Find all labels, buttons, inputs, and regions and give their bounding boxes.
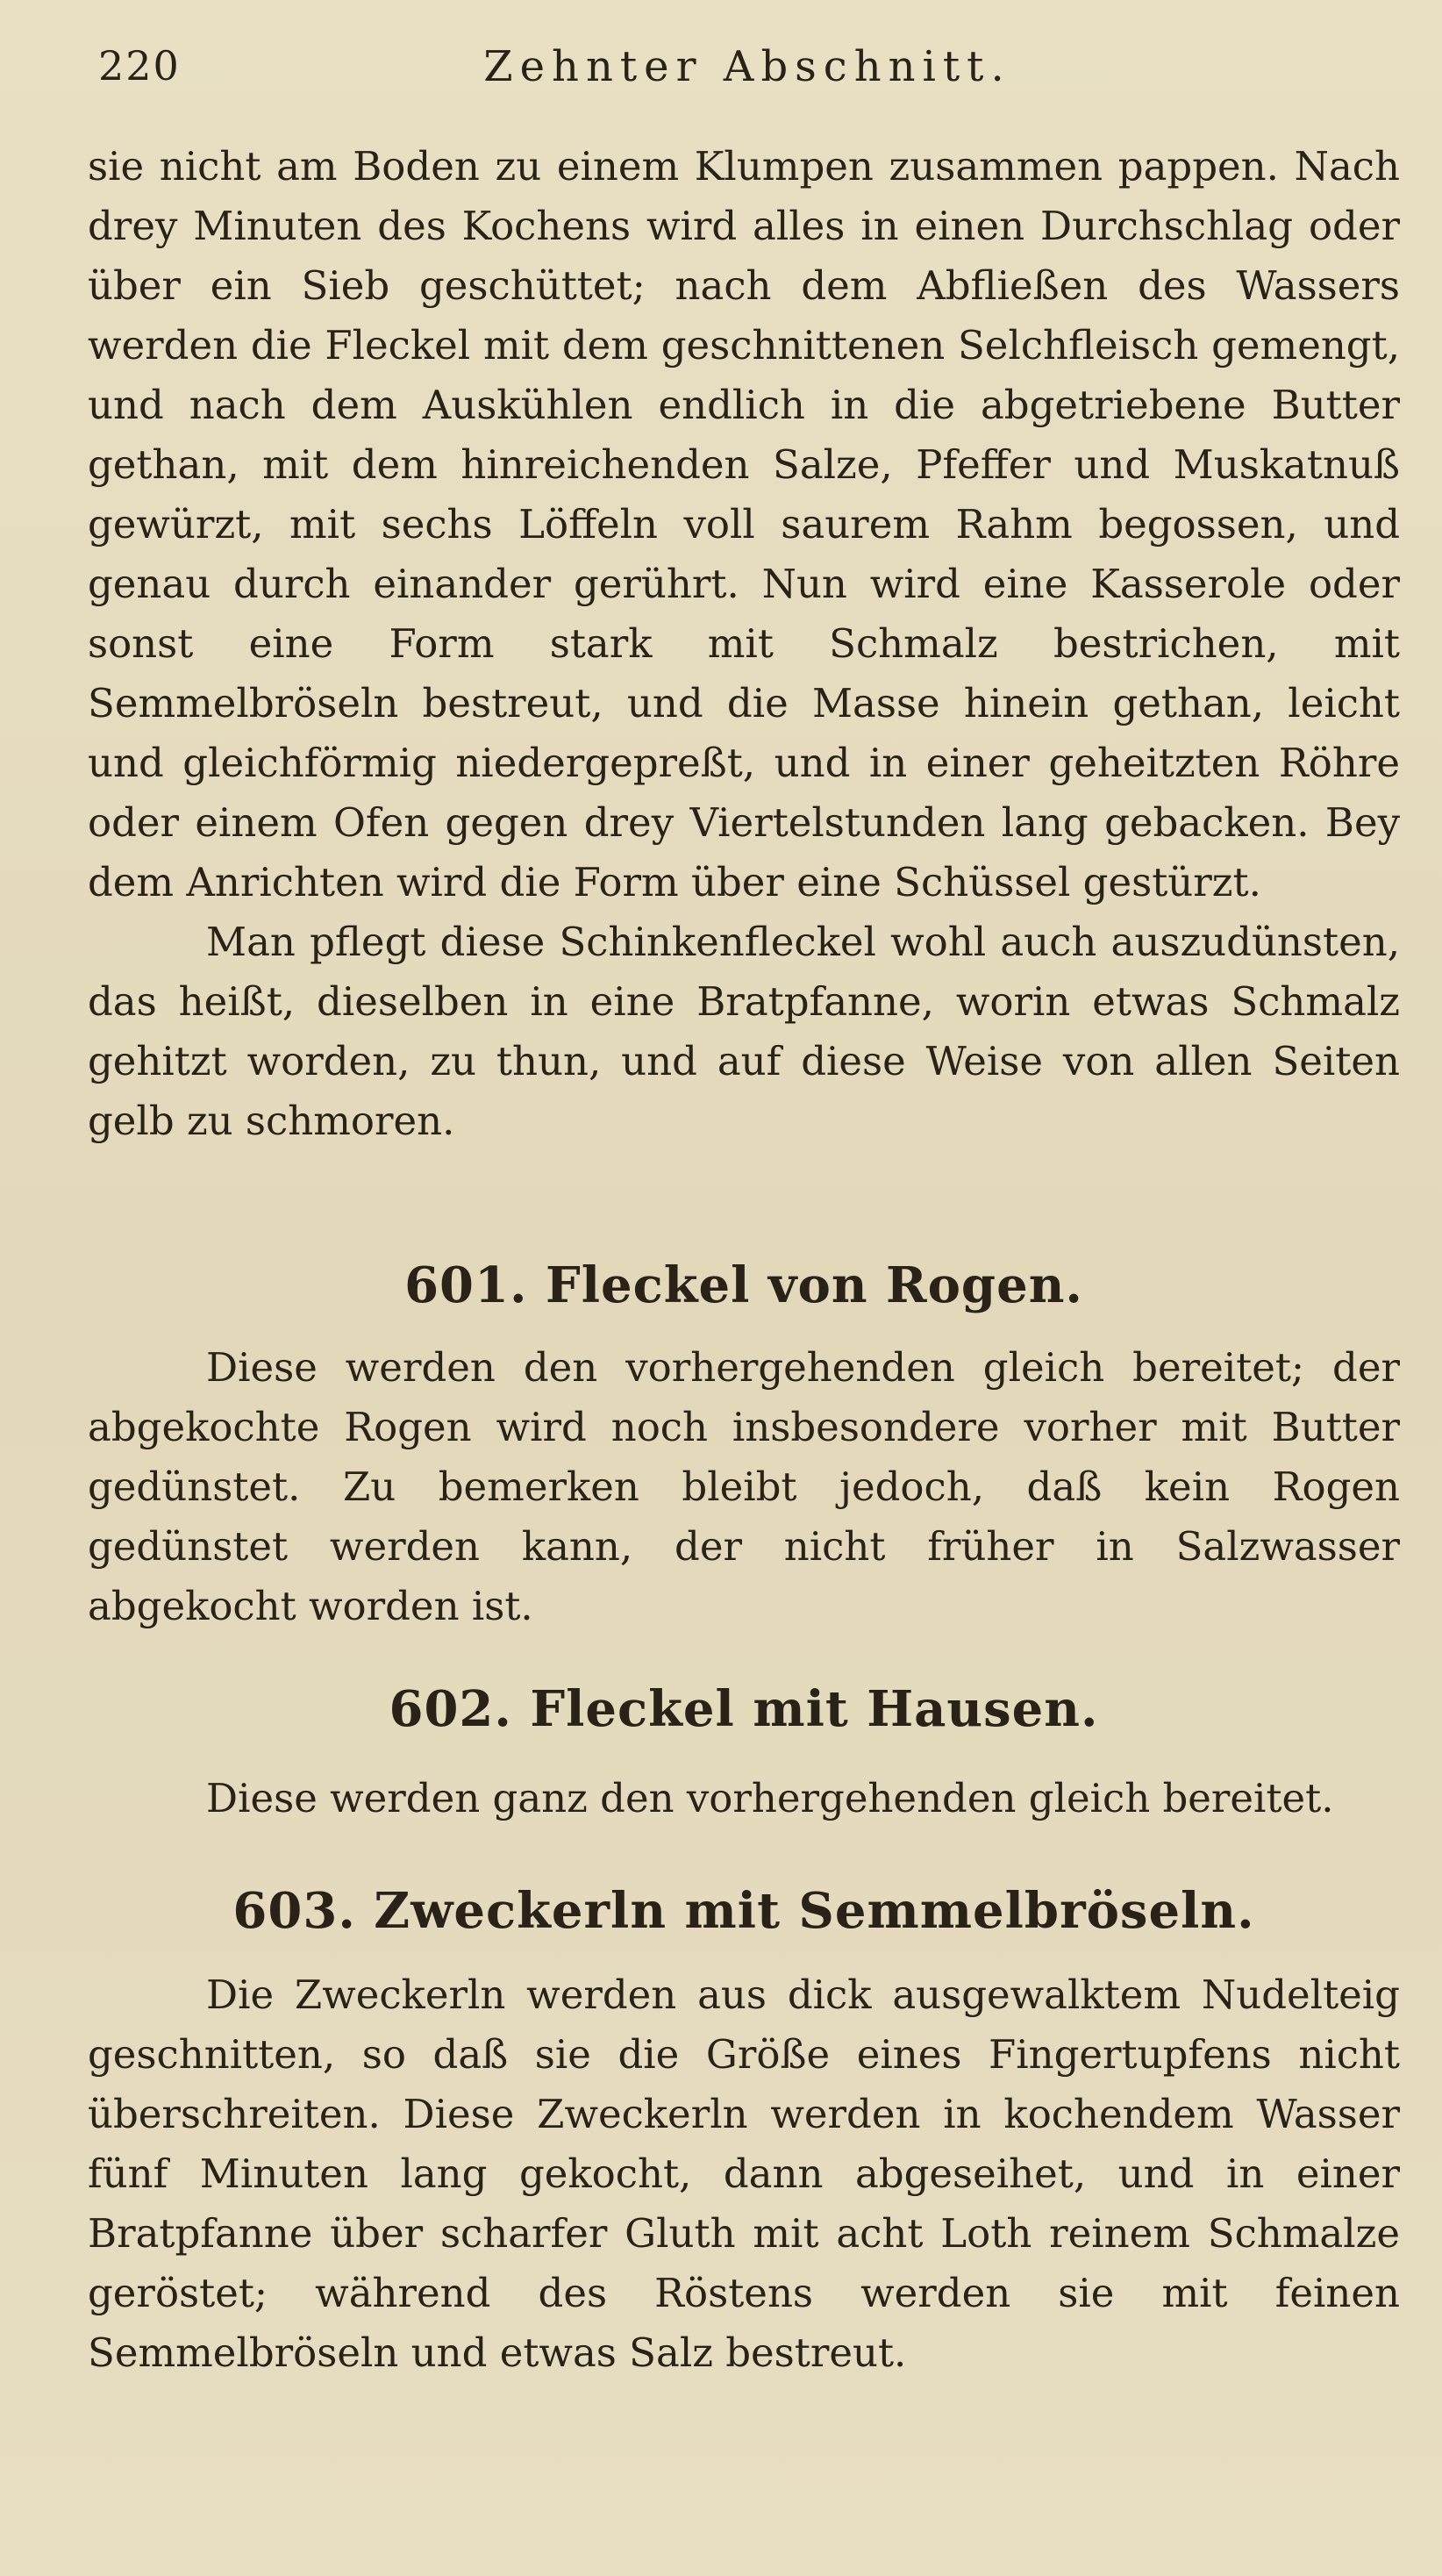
section-text-603 [88,1965,1400,2383]
section-paragraph-602: Diese werden ganz den vorhergehenden gleich bereitet. [206,1775,1334,1821]
section-text-602 [88,1769,1400,1828]
continuation-text [88,137,1400,1151]
page-number: 220 [98,42,181,89]
section-heading-601: 601. Fleckel von Rogen. [404,1256,1083,1314]
running-head [88,42,1354,104]
running-title: Zehnter Abschnitt. [483,42,1011,91]
section-text-601 [88,1338,1400,1636]
section-paragraph-603: Die Zweckerln werden aus dick ausgewalktem Nudelteig geschnitten, so daß sie die Größe eines Fingertupfens nicht überschreiten. Diese Zweckerln werden in kochendem Wasser fünf Minuten lang gekocht, dann abgeseihet, und in einer Bratpfanne über scharfer Gluth mit acht Loth reinem Schmalze geröstet; während des Röstens werden sie mit feinen Semmelbröseln und etwas Salz bestreut. [88,1971,1400,2376]
section-heading-603: 603. Zweckerln mit Semmelbröseln. [232,1882,1255,1940]
schinkenfleckel-note-paragraph: Man pflegt diese Schinkenfleckel wohl auch auszudünsten, das heißt, dieselben in eine Bratpfanne, worin etwas Schmalz gehitzt worden, zu thun, und auf diese Weise von allen Seiten gelb zu schmoren. [88,919,1400,1144]
section-heading-602: 602. Fleckel mit Hausen. [389,1680,1099,1738]
continuation-paragraph: sie nicht am Boden zu einem Klumpen zusammen pappen. Nach drey Minuten des Kochens wird alles in einen Durchschlag oder über ein Sieb geschüttet; nach dem Abfließen des Wassers werden die Fleckel mit dem geschnittenen Selchfleisch gemengt, und nach dem Auskühlen endlich in die abgetriebene Butter gethan, mit dem hinreichenden Salze, Pfeffer und Muskatnuß gewürzt, mit sechs Löffeln voll saurem Rahm begossen, und genau durch einander gerührt. Nun wird eine Kasserole oder sonst eine Form stark mit Schmalz bestrichen, mit Semmelbröseln bestreut, und die Masse hinein gethan, leicht und gleichförmig niedergepreßt, und in einer geheitzten Röhre oder einem Ofen gegen drey Viertelstunden lang gebacken. Bey dem Anrichten wird die Form über eine Schüssel gestürzt. [88,143,1400,905]
section-paragraph-601: Diese werden den vorhergehenden gleich bereitet; der abgekochte Rogen wird noch insbesondere vorher mit Butter gedünstet. Zu bemerken bleibt jedoch, daß kein Rogen gedünstet werden kann, der nicht früher in Salzwasser abgekocht worden ist. [88,1344,1400,1629]
